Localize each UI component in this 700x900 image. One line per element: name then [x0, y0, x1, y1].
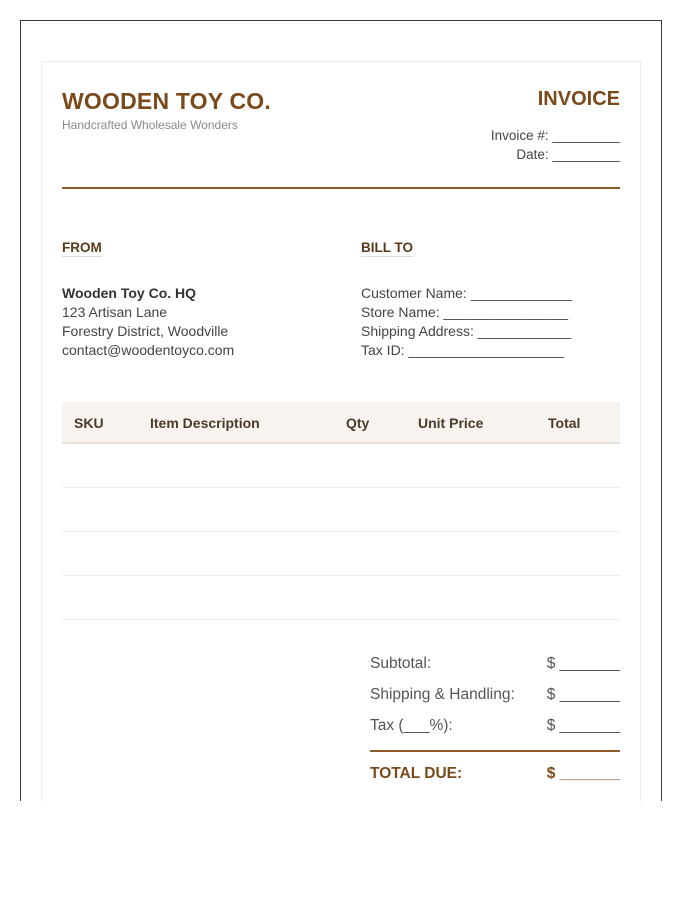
column-header-total: Total	[548, 415, 581, 431]
from-email: contact@woodentoyco.com	[62, 342, 235, 358]
tax-row	[370, 717, 620, 748]
subtotal-row	[370, 655, 620, 686]
company-name: WOODEN TOY CO.	[62, 88, 271, 114]
bill-to-address	[361, 284, 572, 360]
header-divider	[62, 187, 620, 189]
column-header-description: Item Description	[150, 415, 260, 431]
from-heading: FROM	[62, 240, 102, 255]
shipping-address-field: Shipping Address: ____________	[361, 323, 572, 339]
from-district: Forestry District, Woodville	[62, 323, 229, 339]
shipping-label: Shipping & Handling:	[370, 686, 515, 703]
total-due-row	[370, 765, 620, 796]
table-header	[62, 402, 620, 444]
from-address	[62, 284, 234, 360]
total-due-label: TOTAL DUE:	[370, 765, 463, 782]
bill-to-heading: BILL TO	[361, 240, 414, 255]
totals-section	[370, 655, 620, 796]
invoice-date-field: Date: _________	[516, 147, 620, 162]
customer-name-field: Customer Name: _____________	[361, 285, 572, 301]
column-header-qty: Qty	[346, 415, 370, 431]
column-header-sku: SKU	[74, 415, 104, 431]
company-tagline: Handcrafted Wholesale Wonders	[62, 118, 238, 132]
from-street: 123 Artisan Lane	[62, 304, 168, 320]
subtotal-label: Subtotal:	[370, 655, 432, 672]
shipping-value: $ _______	[546, 686, 620, 703]
totals-divider	[370, 750, 620, 752]
invoice-title: INVOICE	[537, 88, 620, 110]
table-row	[62, 576, 620, 620]
table-row	[62, 444, 620, 488]
page-frame	[20, 20, 662, 801]
total-due-value: $ _______	[546, 765, 620, 782]
shipping-row	[370, 686, 620, 717]
from-company-name: Wooden Toy Co. HQ	[62, 285, 197, 301]
column-header-unit-price: Unit Price	[418, 415, 484, 431]
tax-value: $ _______	[546, 717, 620, 734]
invoice-document	[41, 61, 641, 802]
tax-label: Tax (___%):	[370, 717, 453, 734]
tax-id-field: Tax ID: ____________________	[361, 342, 565, 358]
store-name-field: Store Name: ________________	[361, 304, 569, 320]
invoice-number-field: Invoice #: _________	[490, 128, 620, 143]
table-row	[62, 488, 620, 532]
items-table	[62, 402, 620, 620]
table-row	[62, 532, 620, 576]
subtotal-value: $ _______	[546, 655, 620, 672]
